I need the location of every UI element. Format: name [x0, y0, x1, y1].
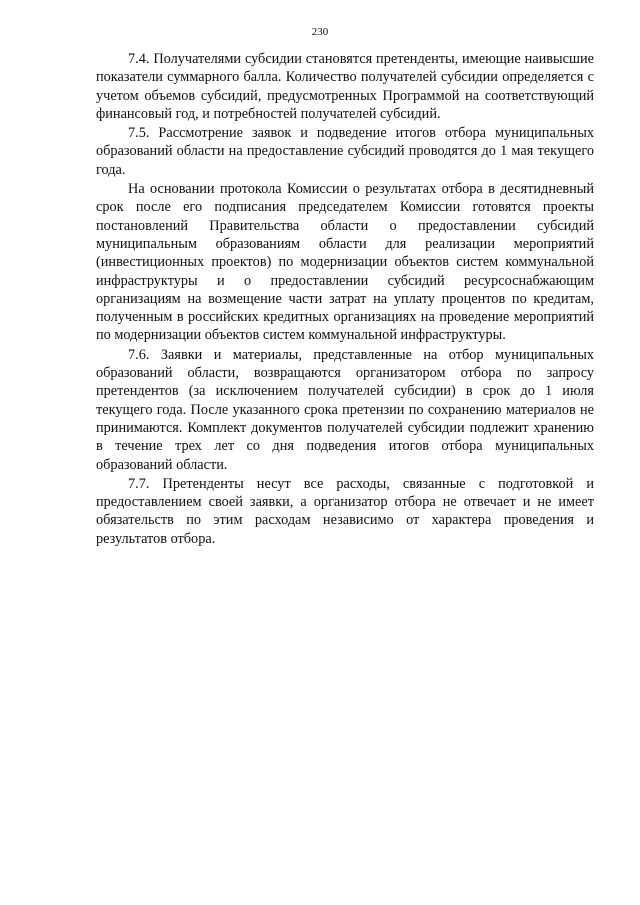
paragraph-7-5: 7.5. Рассмотрение заявок и подведение итогов отбора муниципальных образований области на предоставление субсидий проводятся до 1 мая текущего года.: [96, 125, 594, 178]
page-number: 230: [311, 26, 329, 38]
paragraph-7-4: 7.4. Получателями субсидии становятся претенденты, имеющие наивысшие показатели суммарного балла. Количество получателей субсидии определяется с учетом объемов субсидий, предусмотренных Программой на соответствующий финансовый год, и потребностей получателей субсидий.: [96, 51, 594, 122]
paragraph-protocol: На основании протокола Комиссии о результатах отбора в десятидневный срок после его подписания председателем Комиссии готовятся проекты постановлений Правительства области о предоставлении субсидий муниципальным образованиям области для реализации мероприятий (инвестиционных проектов) по модернизации объектов систем коммунальной инфраструктуры и о предоставлении субсидий ресурсоснабжающим организациям на возмещение части затрат на уплату процентов по кредитам, полученным в российских кредитных организациях на проведение мероприятий по модернизации объектов систем коммунальной инфраструктуры.: [96, 181, 594, 344]
paragraph-7-6: 7.6. Заявки и материалы, представленные на отбор муниципальных образований области, возвращаются организатором отбора по запросу претендентов (за исключением получателей субсидии) в срок до 1 июля текущего года. После указанного срока претензии по сохранению материалов не принимаются. Комплект документов получателей субсидии подлежит хранению в течение трех лет со дня подведения итогов отбора муниципальных образований области.: [96, 346, 594, 473]
paragraph-7-7: 7.7. Претенденты несут все расходы, связанные с подготовкой и предоставлением своей заявки, а организатор отбора не отвечает и не имеет обязательств по этим расходам независимо от характера проведения и результатов отбора.: [96, 475, 594, 547]
document-body: [96, 50, 594, 549]
